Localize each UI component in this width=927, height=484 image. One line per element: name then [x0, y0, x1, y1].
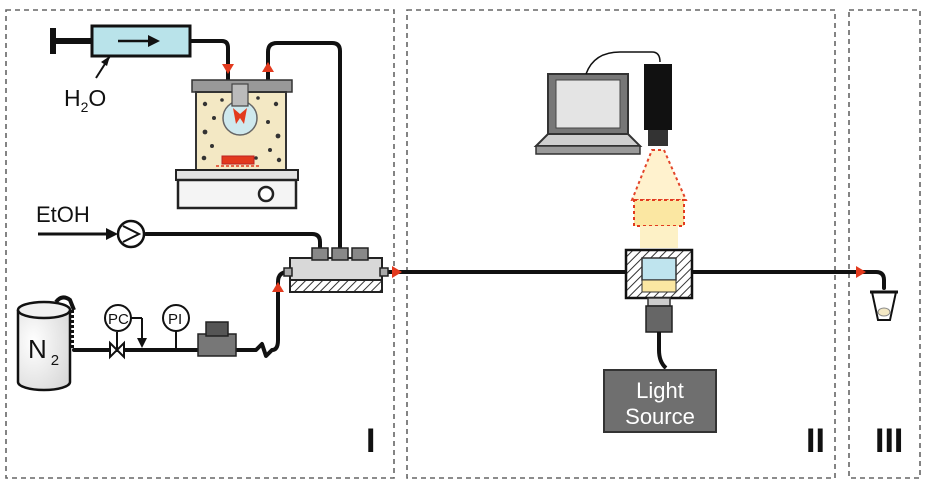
section-II-numeral: II	[806, 422, 825, 460]
mixer-outlet-arrow	[392, 266, 402, 278]
pressure-indicator-label: PI	[168, 311, 183, 328]
ethanol-label: EtOH	[36, 202, 90, 227]
pressure-controller-label: PC	[108, 311, 129, 328]
section-III-border	[849, 10, 920, 478]
gas-flow-arrow	[272, 282, 284, 292]
section-I-numeral: I	[366, 422, 376, 460]
light-source-label-line1: Light	[636, 378, 684, 403]
mixer-block	[284, 248, 388, 292]
section-III-numeral: III	[875, 422, 904, 460]
syringe-pump	[50, 26, 190, 78]
nitrogen-label: N $_2$	[28, 334, 60, 369]
light-beam	[632, 150, 686, 248]
gas-valve	[110, 332, 124, 357]
reactor-vessel	[176, 80, 298, 208]
outlet-arrow	[262, 62, 274, 72]
water-label: $H_2O$	[64, 85, 107, 115]
ethanol-feed-arrow	[106, 228, 118, 240]
outlet-arrow-end	[856, 266, 866, 278]
inlet-arrow	[222, 64, 234, 74]
collection-vial	[870, 292, 898, 320]
light-guide	[646, 298, 672, 368]
laptop	[536, 74, 640, 154]
camera	[644, 64, 672, 146]
light-source-label-line2: Source	[625, 404, 695, 429]
flow-cell	[626, 250, 692, 298]
ethanol-pump	[118, 221, 144, 247]
mass-flow-regulator	[198, 322, 236, 356]
